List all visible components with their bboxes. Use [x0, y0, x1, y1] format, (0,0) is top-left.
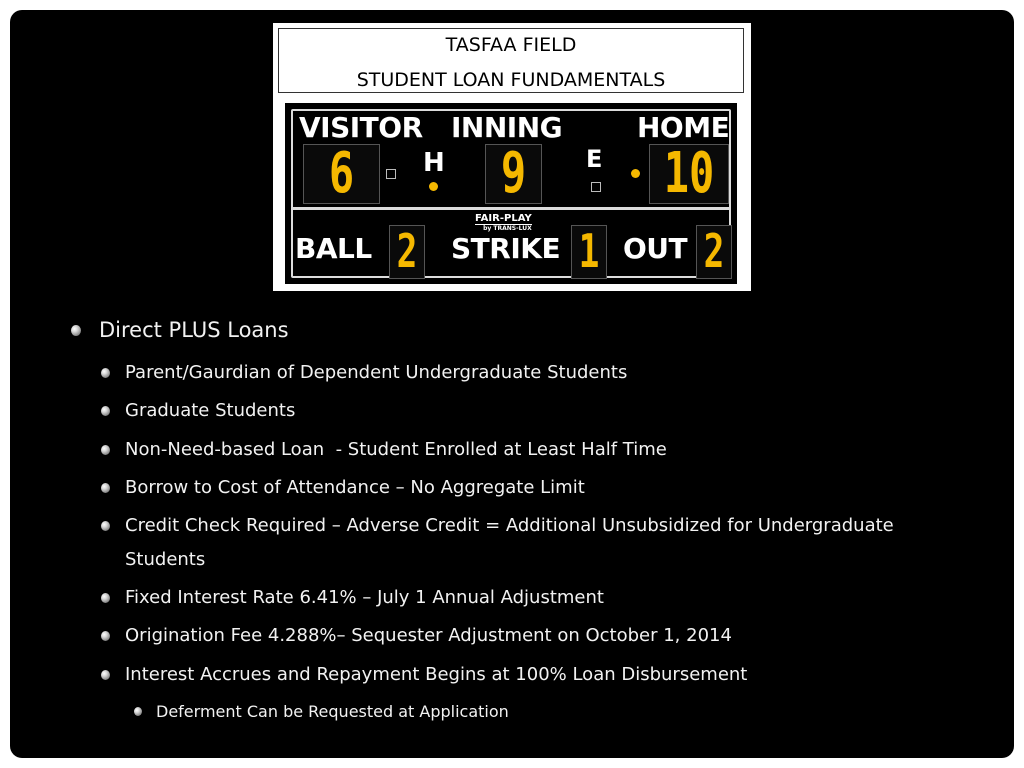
visitor-score: 6	[328, 141, 355, 206]
list-item	[125, 433, 965, 467]
list-item	[125, 394, 965, 428]
bullet-icon	[71, 325, 81, 336]
ball-count: 2	[396, 224, 418, 278]
bullet-icon	[134, 707, 142, 716]
inning-label: INNING	[451, 111, 563, 144]
visitor-label: VISITOR	[299, 111, 423, 144]
list-item	[125, 509, 955, 577]
home-label: HOME	[637, 111, 730, 144]
out-label: OUT	[623, 232, 688, 265]
list-item-text: Origination Fee 4.288%– Sequester Adjustment on October 1, 2014	[125, 625, 732, 646]
list-item	[125, 658, 965, 692]
strike-label: STRIKE	[451, 232, 561, 265]
list-sub-item	[156, 702, 509, 721]
home-score: 10	[663, 141, 715, 206]
list-item-heading	[99, 318, 289, 342]
slide	[10, 10, 1014, 758]
list-item-text: Parent/Gaurdian of Dependent Undergraduate Students	[125, 362, 628, 383]
title-line-1: TASFAA FIELD	[445, 34, 577, 56]
list-item	[125, 581, 965, 615]
list-sub-item-text: Deferment Can be Requested at Application	[156, 702, 509, 721]
bullet-icon	[101, 445, 110, 455]
title-line-2: STUDENT LOAN FUNDAMENTALS	[356, 69, 666, 91]
list-item-text: Borrow to Cost of Attendance – No Aggregate Limit	[125, 477, 585, 498]
list-item-text: Interest Accrues and Repayment Begins at 100% Loan Disbursement	[125, 664, 748, 685]
list-item-text: Non-Need-based Loan - Student Enrolled at Least Half Time	[125, 439, 667, 460]
list-item-text: Credit Check Required – Adverse Credit = Additional Unsubsidized for Undergraduate Students	[125, 515, 894, 570]
list-heading-text: Direct PLUS Loans	[99, 318, 289, 342]
error-label: E	[586, 145, 602, 173]
bullet-icon	[101, 521, 110, 531]
inning-value: 9	[500, 141, 527, 206]
brand-sub: by TRANS-LUX	[483, 225, 532, 232]
strike-count: 1	[578, 224, 600, 278]
bullet-icon	[101, 483, 110, 493]
ball-label: BALL	[295, 232, 372, 265]
bullet-icon	[101, 631, 110, 641]
bullet-list	[10, 10, 1014, 758]
list-item	[125, 471, 965, 505]
list-item-text: Graduate Students	[125, 400, 296, 421]
out-count: 2	[703, 224, 725, 278]
list-item-text: Fixed Interest Rate 6.41% – July 1 Annual Adjustment	[125, 587, 604, 608]
hit-label: H	[423, 148, 445, 178]
bullet-icon	[101, 593, 110, 603]
bullet-icon	[101, 670, 110, 680]
bullet-icon	[101, 368, 110, 378]
bullet-icon	[101, 406, 110, 416]
brand-name: FAIR-PLAY	[475, 213, 532, 224]
list-item	[125, 619, 965, 653]
list-item	[125, 356, 965, 390]
